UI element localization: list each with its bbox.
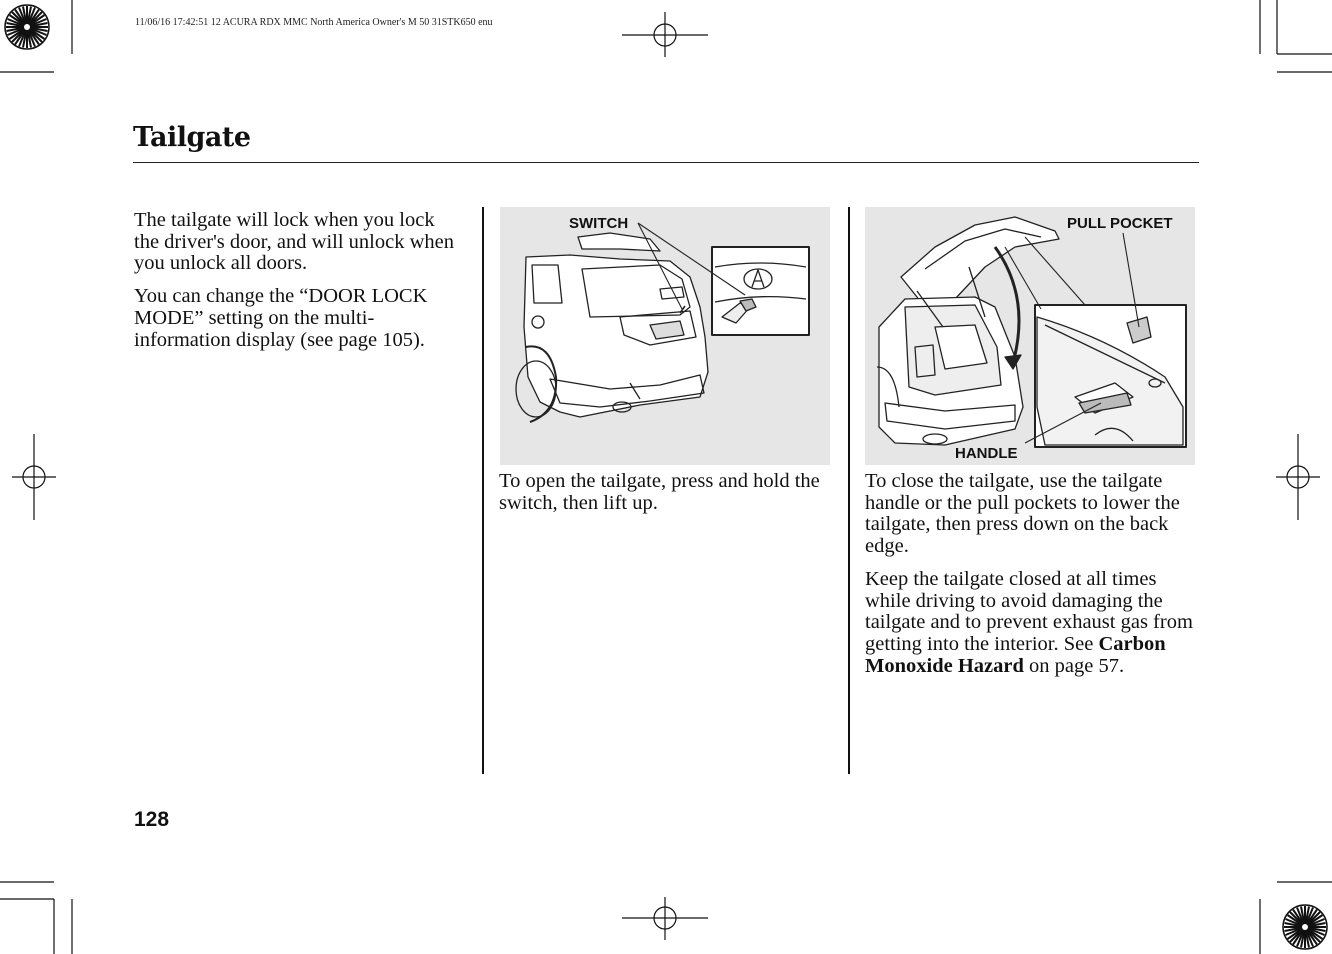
column-left xyxy=(134,210,464,351)
page-title: Tailgate xyxy=(133,122,251,153)
column-divider-right xyxy=(848,207,850,774)
title-rule xyxy=(133,162,1199,163)
registration-sunburst-top-left xyxy=(5,5,49,49)
keep-closed-page-ref: on page 57. xyxy=(1023,654,1125,677)
paragraph-lock-info: The tailgate will lock when you lock the driver's door, and will unlock when you unlock all doors. xyxy=(134,209,454,275)
page-number: 128 xyxy=(134,808,170,831)
label-handle: HANDLE xyxy=(955,445,1018,462)
keep-closed-text: Keep the tailgate closed at all times while driving to avoid damaging the tailgate and to prevent exhaust gas from getting into the interior. See xyxy=(865,567,1193,655)
column-middle-text xyxy=(499,471,831,514)
crosshair-left-middle xyxy=(12,434,56,520)
tailgate-switch-illustration xyxy=(500,207,830,465)
label-pull-pocket: PULL POCKET xyxy=(1067,215,1173,232)
column-right-text xyxy=(865,471,1197,677)
link-carbon-monoxide-hazard[interactable]: Carbon Monoxide Hazard xyxy=(865,632,1166,677)
print-info: 11/06/16 17:42:51 12 ACURA RDX MMC North America Owner's M 50 31STK650 enu xyxy=(135,17,493,28)
column-divider-left xyxy=(482,207,484,774)
crosshair-bottom-center xyxy=(622,897,708,940)
crosshair-right-middle xyxy=(1276,434,1320,520)
crosshair-top-center xyxy=(622,12,708,57)
registration-sunburst-bottom-right xyxy=(1283,905,1327,949)
paragraph-open-tailgate: To open the tailgate, press and hold the switch, then lift up. xyxy=(499,470,820,514)
figure-tailgate-close xyxy=(865,207,1195,465)
paragraph-keep-closed xyxy=(865,569,1197,678)
label-switch: SWITCH xyxy=(569,215,629,232)
figure-tailgate-switch xyxy=(500,207,830,465)
paragraph-close-tailgate: To close the tailgate, use the tailgate handle or the pull pockets to lower the tailgate, then press down on the back edge. xyxy=(865,470,1180,558)
paragraph-door-lock-mode: You can change the “DOOR LOCK MODE” setting on the multi-information display (see page 105). xyxy=(134,285,428,351)
tailgate-close-illustration xyxy=(865,207,1195,465)
